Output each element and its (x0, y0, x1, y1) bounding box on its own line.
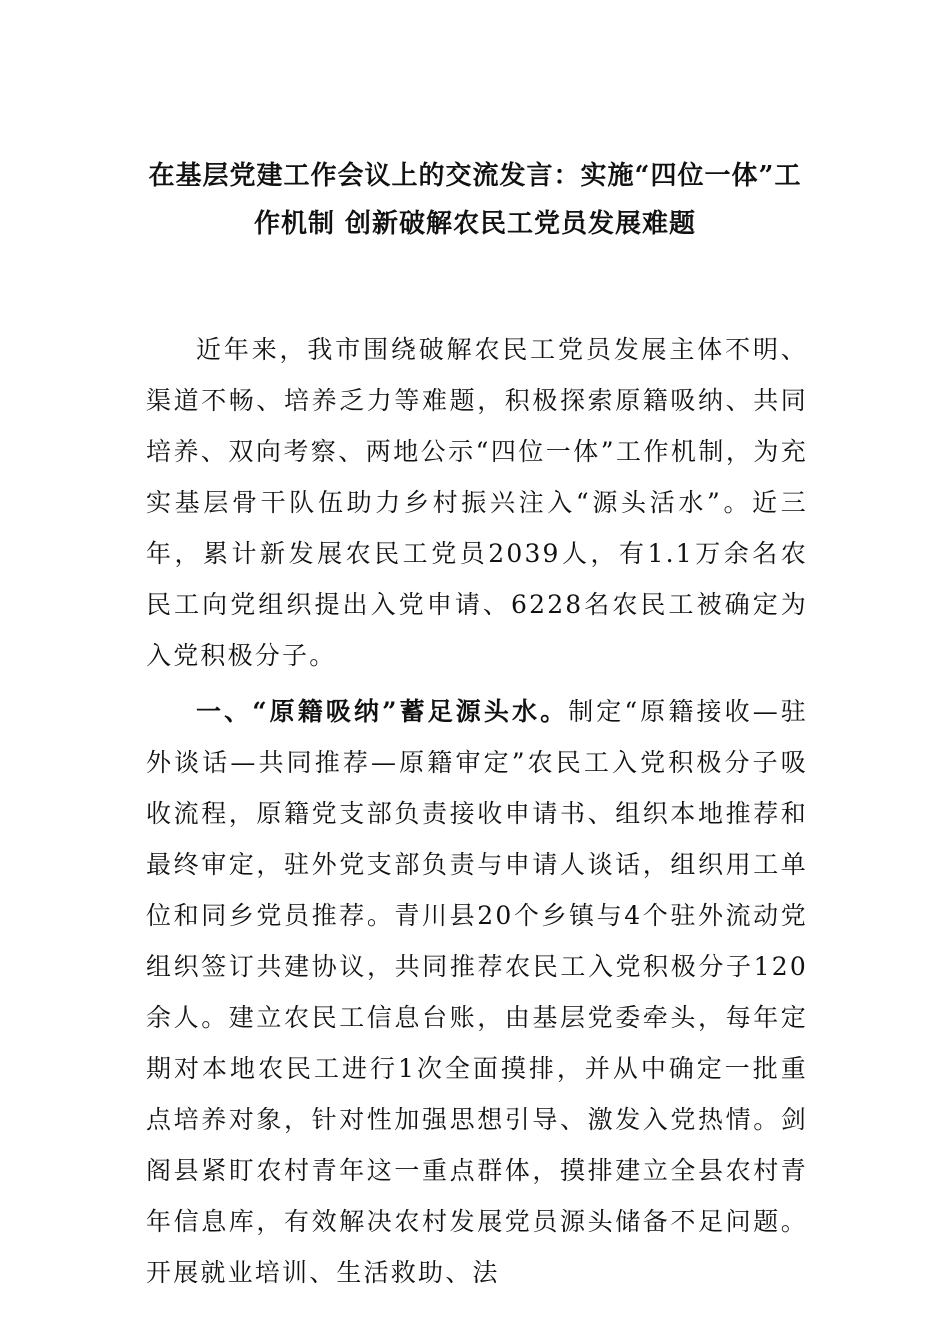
title-line-1: 在基层党建工作会议上的交流发言：实施“四位一体”工 (148, 161, 802, 191)
title-line-2: 作机制 创新破解农民工党员发展难题 (253, 209, 697, 239)
paragraph-text: 制定“原籍接收—驻外谈话—共同推荐—原籍审定”农民工入党积极分子吸收流程，原籍党支部负责接收申请书、组织本地推荐和最终审定，驻外党支部负责与申请人谈话，组织用工单位和同乡党员推荐。青川县20个乡镇与4个驻外流动党组织签订共建协议，共同推荐农民工入党积极分子120余人。建立农民工信息台账，由基层党委牵头，每年定期对本地农民工进行1次全面摸排，并从中确定一批重点培养对象，针对性加强思想引导、激发入党热情。剑阁县紧盯农村青年这一重点群体，摸排建立全县农村青年信息库，有效解决农村发展党员源头储备不足问题。开展就业培训、生活救助、法 (146, 697, 809, 1287)
document-title (140, 152, 810, 248)
paragraph-intro (146, 324, 808, 681)
paragraph-section-1 (146, 686, 808, 1298)
section-heading: 一、“原籍吸纳”蓄足源头水。 (196, 697, 569, 726)
document-body (146, 324, 808, 1298)
paragraph-text: 近年来，我市围绕破解农民工党员发展主体不明、渠道不畅、培养乏力等难题，积极探索原籍吸纳、共同培养、双向考察、两地公示“四位一体”工作机制，为充实基层骨干队伍助力乡村振兴注入“源头活水”。近三年，累计新发展农民工党员2039人，有1.1万余名农民工向党组织提出入党申请、6228名农民工被确定为入党积极分子。 (146, 335, 808, 670)
